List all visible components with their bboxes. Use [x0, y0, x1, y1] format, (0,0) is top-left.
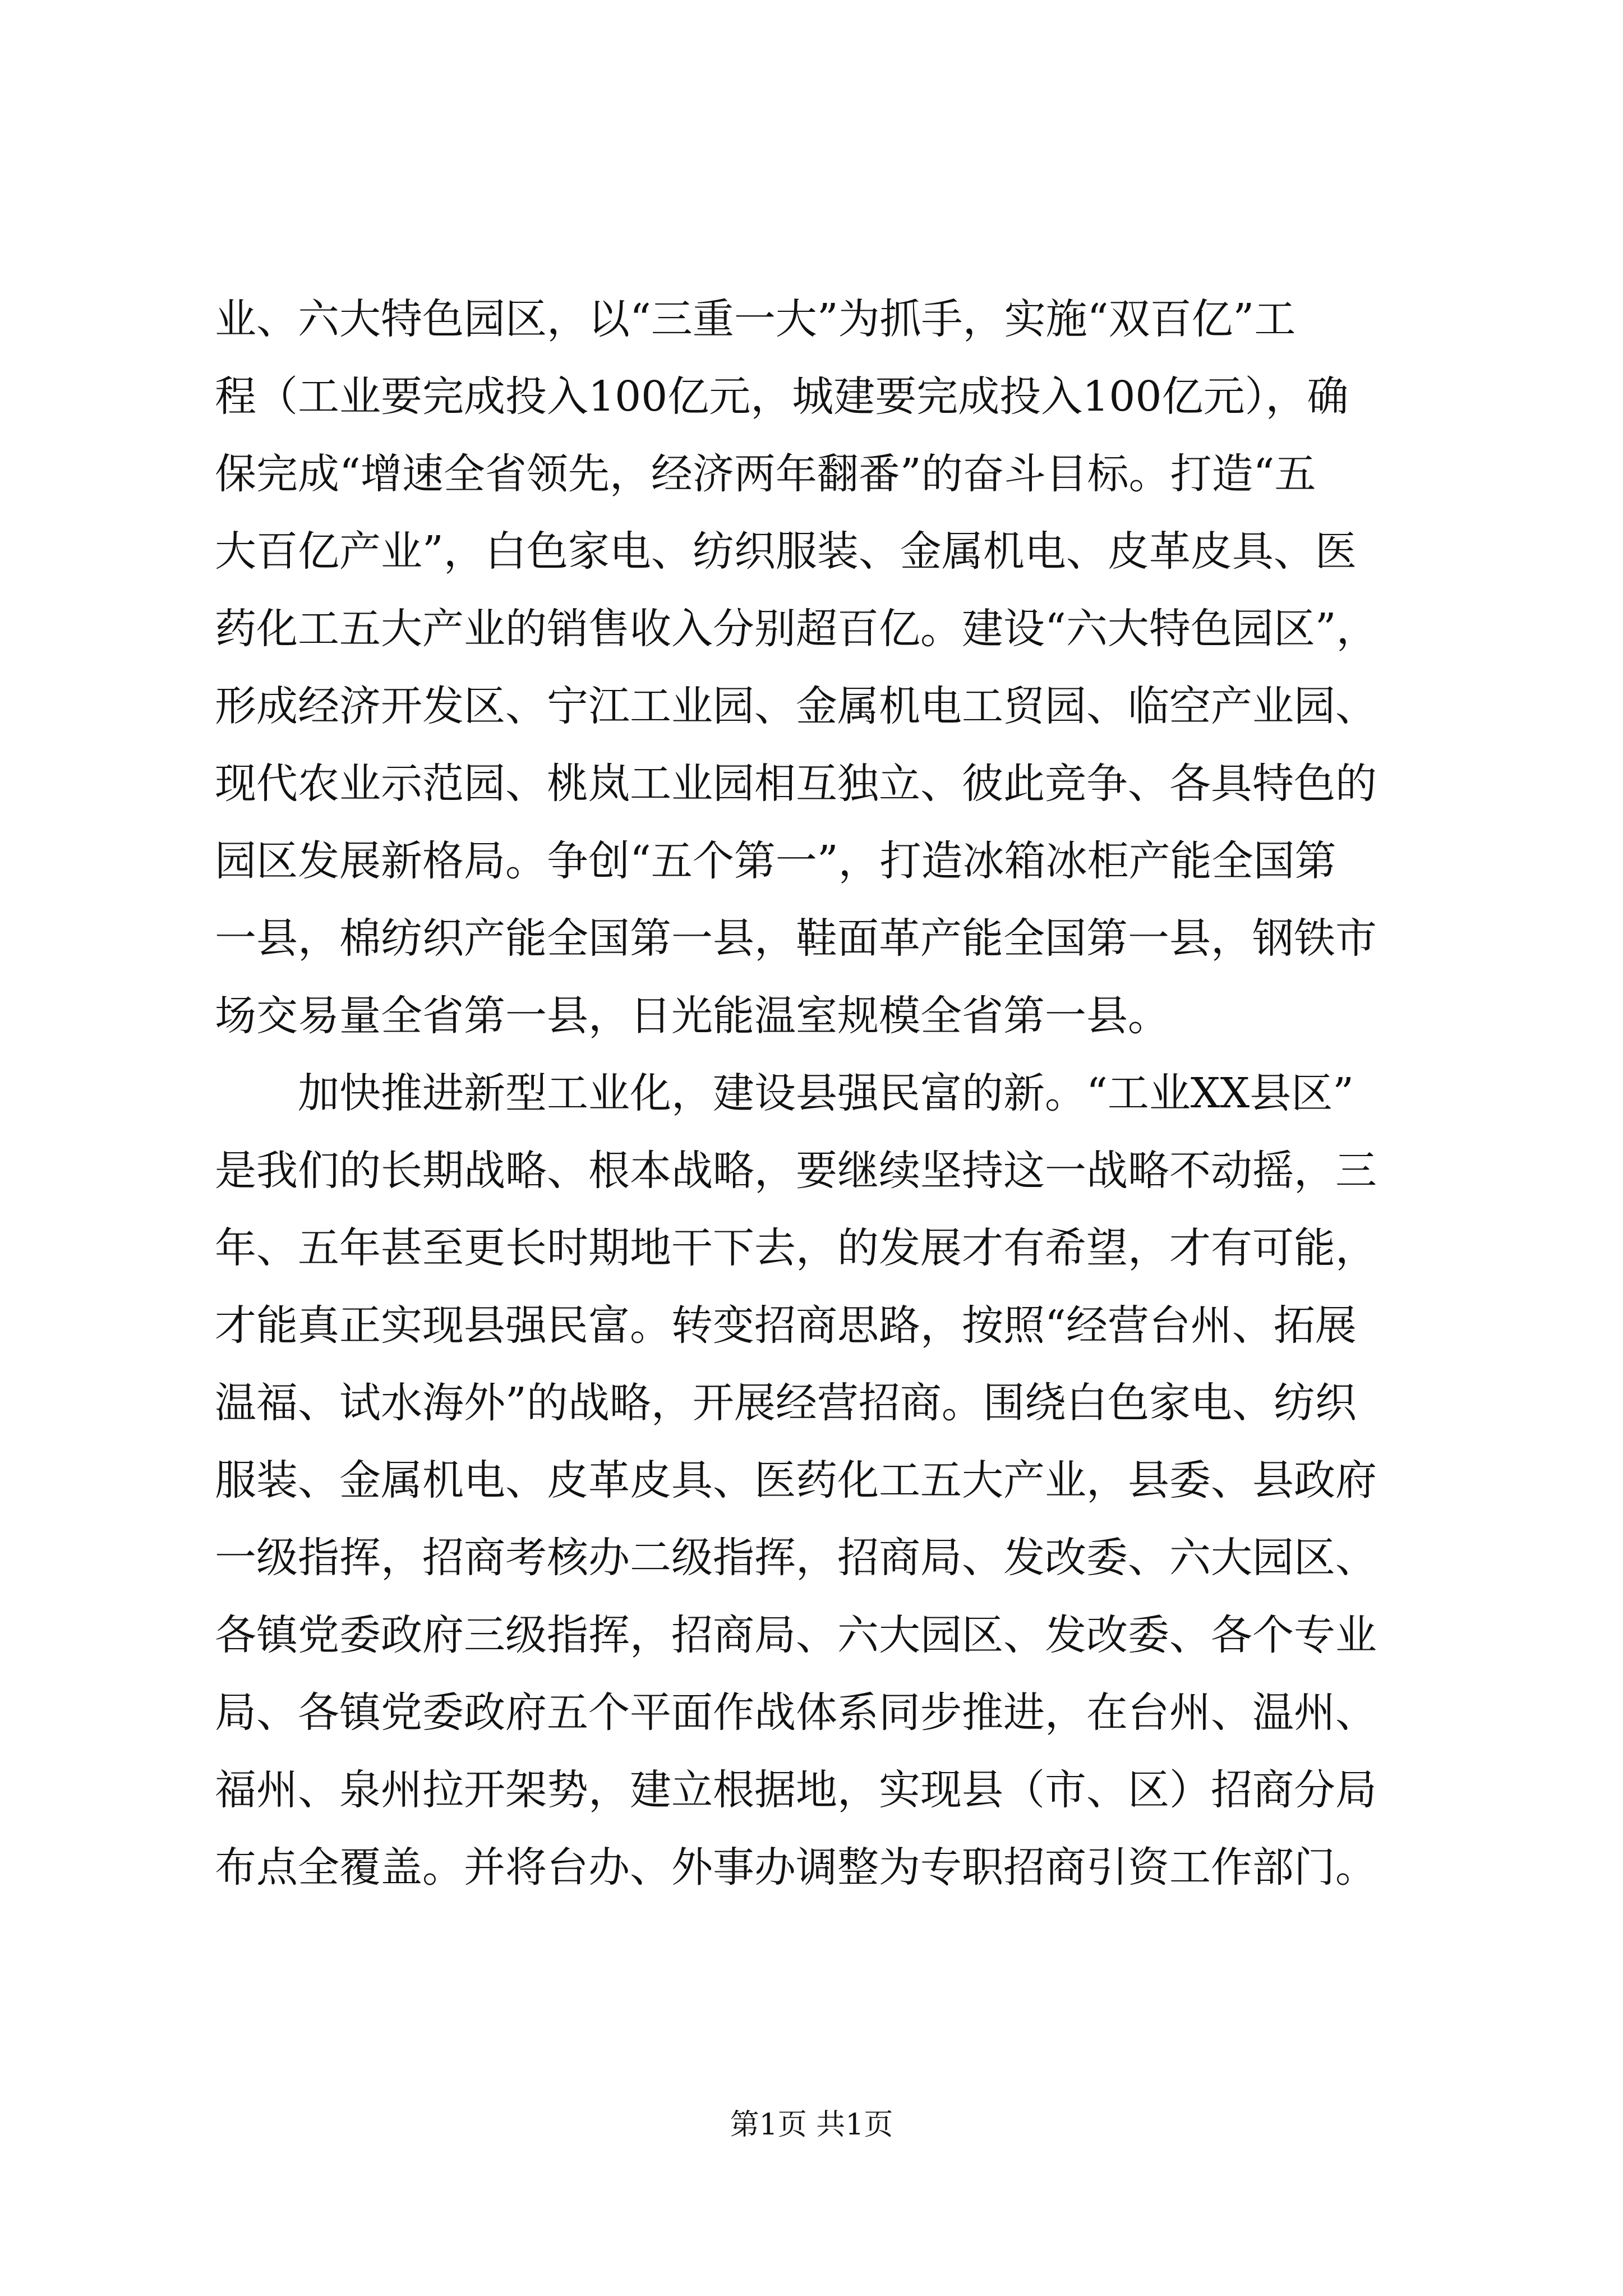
paragraph	[215, 280, 1409, 1055]
text-line: 业、六大特色园区，以“三重一大”为抓手，实施“双百亿”工	[215, 295, 1296, 343]
text-line: 才能真正实现县强民富。转变招商思路，按照“经营台州、拓展	[215, 1301, 1357, 1350]
document-body	[215, 280, 1409, 1906]
text-line: 温福、试水海外”的战略，开展经营招商。围绕白色家电、纺织	[215, 1379, 1357, 1427]
text-line: 药化工五大产业的销售收入分别超百亿。建设“六大特色园区”，	[215, 605, 1378, 653]
text-line: 局、各镇党委政府五个平面作战体系同步推进，在台州、温州、	[215, 1688, 1377, 1737]
text-line: 布点全覆盖。并将台办、外事办调整为专职招商引资工作部门。	[215, 1843, 1377, 1892]
text-line: 年、五年甚至更长时期地干下去，的发展才有希望，才有可能，	[215, 1224, 1377, 1272]
text-line: 园区发展新格局。争创“五个第一”，打造冰箱冰柜产能全国第	[215, 837, 1336, 885]
text-line: 保完成“增速全省领先，经济两年翻番”的奋斗目标。打造“五	[215, 450, 1316, 498]
text-line-first: 加快推进新型工业化，建设县强民富的新。“工业XX县区”	[298, 1069, 1354, 1117]
text-line: 服装、金属机电、皮革皮具、医药化工五大产业，县委、县政府	[215, 1456, 1377, 1504]
page-number: 第1页 共1页	[730, 2108, 893, 2142]
text-line: 形成经济开发区、宁江工业园、金属机电工贸园、临空产业园、	[215, 682, 1377, 730]
text-line: 现代农业示范园、桃岚工业园相互独立、彼此竞争、各具特色的	[215, 760, 1377, 808]
text-line: 一级指挥，招商考核办二级指挥，招商局、发改委、六大园区、	[215, 1534, 1377, 1582]
page-footer	[0, 2102, 1623, 2147]
text-line: 一县，棉纺织产能全国第一县，鞋面革产能全国第一县，钢铁市	[215, 914, 1377, 963]
text-line: 各镇党委政府三级指挥，招商局、六大园区、发改委、各个专业	[215, 1611, 1377, 1659]
text-line: 场交易量全省第一县，日光能温室规模全省第一县。	[215, 992, 1169, 1040]
paragraph	[215, 1055, 1409, 1906]
text-line: 大百亿产业”，白色家电、纺织服装、金属机电、皮革皮具、医	[215, 527, 1357, 576]
text-line: 福州、泉州拉开架势，建立根据地，实现县（市、区）招商分局	[215, 1766, 1377, 1814]
text-line: 是我们的长期战略、根本战略，要继续坚持这一战略不动摇，三	[215, 1147, 1377, 1195]
text-line: 程（工业要完成投入100亿元，城建要完成投入100亿元），确	[215, 372, 1349, 421]
